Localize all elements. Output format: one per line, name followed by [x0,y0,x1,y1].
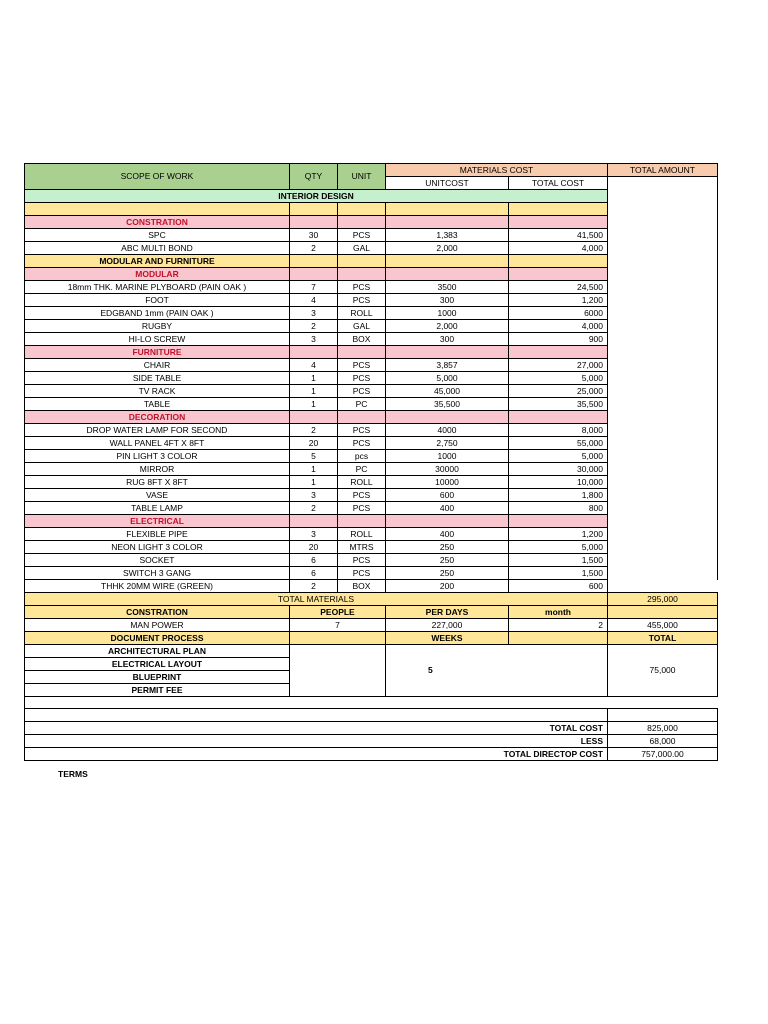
blank-cell [509,203,608,216]
item-qty: 1 [290,372,338,385]
item-unitcost: 1,383 [386,229,509,242]
document-process-title: DOCUMENT PROCESS [25,632,290,645]
item-name: DROP WATER LAMP FOR SECOND [25,424,290,437]
header-unit: UNIT [338,164,386,190]
item-total: 35,500 [509,398,608,411]
item-total: 30,000 [509,463,608,476]
item-qty: 1 [290,385,338,398]
blank-cell [608,709,718,722]
header-unitcost: UNITCOST [386,177,509,190]
section-title-modular-furniture: MODULAR AND FURNITURE [25,255,290,268]
item-qty: 3 [290,307,338,320]
item-name: CHAIR [25,359,290,372]
item-name: NEON LIGHT 3 COLOR [25,541,290,554]
item-name: MIRROR [25,463,290,476]
item-unit: PCS [338,229,386,242]
item-unit: BOX [338,333,386,346]
item-unitcost: 30000 [386,463,509,476]
total-materials-value: 295,000 [608,593,718,606]
item-name: SWITCH 3 GANG [25,567,290,580]
item-unit: ROLL [338,307,386,320]
item-qty: 4 [290,294,338,307]
item-qty: 2 [290,424,338,437]
blank-cell [290,203,338,216]
item-unit: ROLL [338,528,386,541]
item-name: PIN LIGHT 3 COLOR [25,450,290,463]
item-unit: GAL [338,320,386,333]
item-name: TABLE [25,398,290,411]
summary-value-less: 68,000 [608,735,718,748]
blank-cell [608,606,718,619]
item-name: TV RACK [25,385,290,398]
blank-cell [25,203,290,216]
item-unitcost: 35,500 [386,398,509,411]
blank-cell [338,268,386,281]
document-total-value: 75,000 [608,645,718,697]
item-unitcost: 3500 [386,281,509,294]
labor-month: month [509,606,608,619]
blank-cell [386,515,509,528]
item-unitcost: 400 [386,528,509,541]
document-item: PERMIT FEE [25,684,290,697]
item-unit: PCS [338,489,386,502]
document-weeks-label: WEEKS [386,632,509,645]
item-unitcost: 45,000 [386,385,509,398]
item-name: SIDE TABLE [25,372,290,385]
blank-cell [290,515,338,528]
item-unit: PCS [338,281,386,294]
interior-design-heading: INTERIOR DESIGN [25,190,608,203]
item-unit: BOX [338,580,386,593]
labor-constration: CONSTRATION [25,606,290,619]
item-qty: 2 [290,580,338,593]
man-power-month: 2 [509,619,608,632]
item-unit: PC [338,398,386,411]
item-total: 1,200 [509,528,608,541]
item-unitcost: 10000 [386,476,509,489]
blank-cell [509,632,608,645]
summary-value-direct: 757,000.00 [608,748,718,761]
item-unitcost: 600 [386,489,509,502]
header-qty: QTY [290,164,338,190]
item-unitcost: 300 [386,294,509,307]
document-item: ELECTRICAL LAYOUT [25,658,290,671]
item-qty: 3 [290,528,338,541]
item-total: 8,000 [509,424,608,437]
item-name: 18mm THK. MARINE PLYBOARD (PAIN OAK ) [25,281,290,294]
item-unitcost: 300 [386,333,509,346]
man-power-total: 455,000 [608,619,718,632]
item-name: RUG 8FT X 8FT [25,476,290,489]
man-power-people: 7 [290,619,386,632]
item-unitcost: 2,000 [386,242,509,255]
item-total: 24,500 [509,281,608,294]
item-unit: PCS [338,385,386,398]
item-unit: PCS [338,359,386,372]
item-qty: 4 [290,359,338,372]
blank-cell [338,515,386,528]
item-name: EDGBAND 1mm (PAIN OAK ) [25,307,290,320]
item-unit: PCS [338,554,386,567]
item-name: SOCKET [25,554,290,567]
summary-label-direct: TOTAL DIRECTOP COST [25,748,608,761]
item-name: HI-LO SCREW [25,333,290,346]
item-total: 5,000 [509,450,608,463]
blank-cell [338,203,386,216]
item-total: 6000 [509,307,608,320]
item-total: 10,000 [509,476,608,489]
item-unitcost: 2,750 [386,437,509,450]
item-name: FLEXIBLE PIPE [25,528,290,541]
blank-cell [386,203,509,216]
item-total: 5,000 [509,372,608,385]
blank-cell [509,411,608,424]
header-scope: SCOPE OF WORK [25,164,290,190]
man-power-label: MAN POWER [25,619,290,632]
document-item: BLUEPRINT [25,671,290,684]
item-unitcost: 5,000 [386,372,509,385]
cost-estimate-table [24,163,718,761]
document-total-label: TOTAL [608,632,718,645]
item-total: 4,000 [509,320,608,333]
item-total: 600 [509,580,608,593]
section-title-constration: CONSTRATION [25,216,290,229]
total-amount-column [608,177,718,580]
item-total: 25,000 [509,385,608,398]
document-weeks-value: 5 [386,645,608,697]
item-name: ABC MULTI BOND [25,242,290,255]
header-materials-cost: MATERIALS COST [386,164,608,177]
blank-cell [25,709,608,722]
section-title-furniture: FURNITURE [25,346,290,359]
document-weeks-blank [290,645,386,697]
item-total: 41,500 [509,229,608,242]
blank-cell [290,268,338,281]
item-unitcost: 250 [386,567,509,580]
item-qty: 30 [290,229,338,242]
item-qty: 2 [290,502,338,515]
item-unitcost: 2,000 [386,320,509,333]
item-qty: 3 [290,333,338,346]
item-qty: 1 [290,463,338,476]
item-unit: GAL [338,242,386,255]
item-total: 5,000 [509,541,608,554]
blank-cell [509,346,608,359]
blank-cell [509,216,608,229]
item-name: FOOT [25,294,290,307]
item-total: 1,500 [509,554,608,567]
item-unitcost: 250 [386,554,509,567]
item-name: SPC [25,229,290,242]
summary-label-total_cost: TOTAL COST [25,722,608,735]
item-unitcost: 1000 [386,450,509,463]
blank-cell [290,255,338,268]
item-total: 1,500 [509,567,608,580]
item-total: 1,200 [509,294,608,307]
item-total: 55,000 [509,437,608,450]
blank-cell [509,268,608,281]
item-qty: 6 [290,567,338,580]
summary-value-total_cost: 825,000 [608,722,718,735]
item-unitcost: 400 [386,502,509,515]
item-qty: 1 [290,398,338,411]
blank-cell [509,515,608,528]
item-total: 800 [509,502,608,515]
item-name: WALL PANEL 4FT X 8FT [25,437,290,450]
section-title-modular: MODULAR [25,268,290,281]
item-name: TABLE LAMP [25,502,290,515]
item-unit: PCS [338,424,386,437]
item-unit: PC [338,463,386,476]
item-unit: PCS [338,502,386,515]
item-name: THHK 20MM WIRE (GREEN) [25,580,290,593]
blank-cell [338,216,386,229]
item-qty: 20 [290,437,338,450]
item-unitcost: 4000 [386,424,509,437]
item-name: VASE [25,489,290,502]
section-title-decoration: DECORATION [25,411,290,424]
labor-people: PEOPLE [290,606,386,619]
labor-per-days: PER DAYS [386,606,509,619]
terms-label: TERMS [58,769,88,779]
item-unit: pcs [338,450,386,463]
item-total: 27,000 [509,359,608,372]
document-item: ARCHITECTURAL PLAN [25,645,290,658]
blank-cell [338,255,386,268]
item-qty: 1 [290,476,338,489]
header-total-cost: TOTAL COST [509,177,608,190]
item-unit: MTRS [338,541,386,554]
blank-cell [338,346,386,359]
total-materials-label: TOTAL MATERIALS [25,593,608,606]
header-total-amount: TOTAL AMOUNT [608,164,718,177]
item-total: 1,800 [509,489,608,502]
item-qty: 6 [290,554,338,567]
summary-label-less: LESS [25,735,608,748]
blank-cell [386,268,509,281]
blank-cell [338,411,386,424]
blank-cell [386,255,509,268]
blank-cell [290,632,386,645]
item-qty: 2 [290,320,338,333]
item-unit: PCS [338,372,386,385]
item-unit: PCS [338,437,386,450]
blank-row [25,697,718,709]
item-unit: ROLL [338,476,386,489]
item-qty: 2 [290,242,338,255]
item-unitcost: 1000 [386,307,509,320]
item-qty: 5 [290,450,338,463]
blank-cell [290,216,338,229]
item-qty: 20 [290,541,338,554]
blank-cell [290,411,338,424]
man-power-per-days: 227,000 [386,619,509,632]
item-qty: 3 [290,489,338,502]
item-total: 900 [509,333,608,346]
item-unitcost: 250 [386,541,509,554]
item-unitcost: 200 [386,580,509,593]
item-total: 4,000 [509,242,608,255]
blank-cell [290,346,338,359]
blank-cell [386,411,509,424]
item-qty: 7 [290,281,338,294]
blank-cell [509,255,608,268]
blank-cell [386,346,509,359]
section-title-electrical: ELECTRICAL [25,515,290,528]
item-unit: PCS [338,294,386,307]
item-unitcost: 3,857 [386,359,509,372]
item-name: RUGBY [25,320,290,333]
blank-cell [386,216,509,229]
item-unit: PCS [338,567,386,580]
